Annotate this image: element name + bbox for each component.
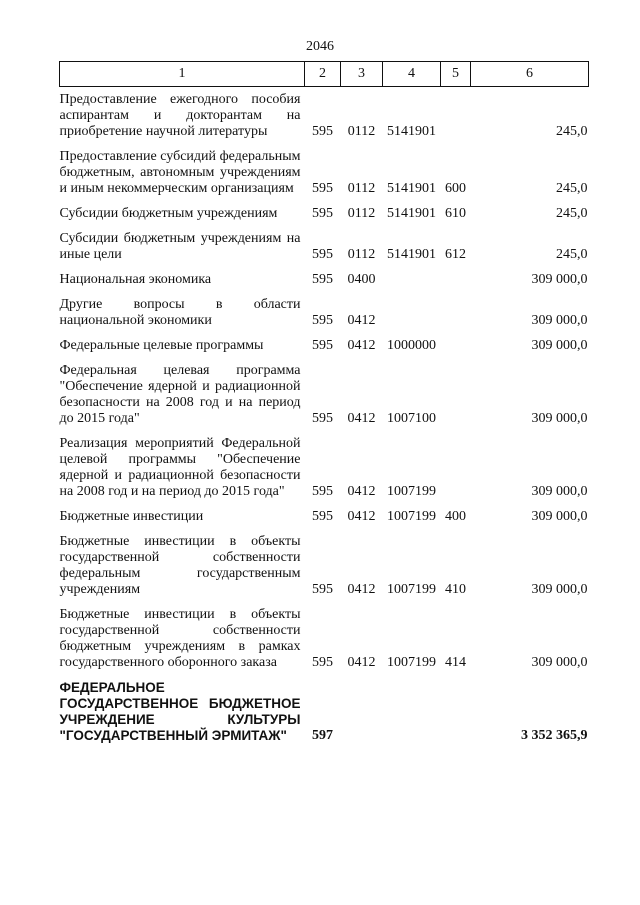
row-expense-type (441, 290, 471, 331)
row-section-code: 0412 (347, 411, 376, 426)
row-section-code: 0412 (347, 484, 376, 499)
row-expense-type: 610 (445, 206, 466, 221)
row-amount: 309 000,0 (531, 655, 588, 670)
row-name: Федеральная целевая программа "Обеспечение ядерной и радиационной безопасности на 2008 год и на период до 2015 года" (59, 363, 301, 426)
header-col-6: 6 (471, 62, 589, 87)
row-section-code: 0412 (347, 313, 376, 328)
row-amount: 309 000,0 (531, 313, 588, 328)
row-name: Бюджетные инвестиции в объекты государственной собственности федеральным государственным учреждениям (59, 534, 301, 597)
row-name: Федеральные целевые программы (59, 338, 264, 353)
header-col-3: 3 (341, 62, 383, 87)
row-section-code: 0112 (347, 124, 376, 139)
row-section-code: 0412 (347, 582, 376, 597)
row-section-code: 0112 (347, 247, 376, 262)
row-target-code: 1007100 (387, 411, 436, 426)
row-ministry-code: 597 (312, 728, 333, 743)
row-expense-type (441, 673, 471, 746)
row-section-code: 0400 (347, 272, 376, 287)
row-name: Другие вопросы в области национальной экономики (59, 297, 301, 328)
row-name: Субсидии бюджетным учреждениям (59, 206, 278, 221)
table-row (60, 224, 589, 265)
row-target-code: 5141901 (387, 247, 436, 262)
row-ministry-code: 595 (312, 272, 333, 287)
row-section-code (341, 673, 383, 746)
row-ministry-code: 595 (312, 338, 333, 353)
row-target-code: 1007199 (387, 484, 436, 499)
row-expense-type (441, 331, 471, 356)
table-row (60, 356, 589, 429)
row-ministry-code: 595 (312, 411, 333, 426)
row-amount: 309 000,0 (531, 509, 588, 524)
header-col-1: 1 (60, 62, 305, 87)
row-amount: 245,0 (556, 247, 588, 262)
row-amount: 3 352 365,9 (521, 728, 588, 743)
row-ministry-code: 595 (312, 582, 333, 597)
row-expense-type: 400 (445, 509, 466, 524)
row-expense-type: 600 (445, 181, 466, 196)
row-expense-type (441, 265, 471, 290)
row-expense-type: 612 (445, 247, 466, 262)
table-row (60, 87, 589, 143)
row-name: ФЕДЕРАЛЬНОЕ ГОСУДАРСТВЕННОЕ БЮДЖЕТНОЕ УЧРЕЖДЕНИЕ КУЛЬТУРЫ "ГОСУДАРСТВЕННЫЙ ЭРМИТАЖ" (59, 680, 301, 743)
row-amount: 309 000,0 (531, 411, 588, 426)
row-name: Бюджетные инвестиции (59, 509, 204, 524)
row-target-code: 1007199 (387, 582, 436, 597)
row-name: Бюджетные инвестиции в объекты государственной собственности бюджетным учреждениям в рамках государственного оборонного заказа (59, 607, 301, 670)
row-name: Субсидии бюджетным учреждениям на иные цели (59, 231, 301, 262)
row-ministry-code: 595 (312, 124, 333, 139)
row-ministry-code: 595 (312, 313, 333, 328)
row-section-code: 0112 (347, 181, 376, 196)
header-col-2: 2 (305, 62, 341, 87)
row-section-code: 0412 (347, 509, 376, 524)
row-name: Реализация мероприятий Федеральной целевой программы "Обеспечение ядерной и радиационной безопасности на 2008 год и на период до 2015 года" (59, 436, 301, 499)
table-row (60, 600, 589, 673)
row-ministry-code: 595 (312, 247, 333, 262)
header-row (60, 62, 589, 87)
row-amount: 245,0 (556, 181, 588, 196)
row-ministry-code: 595 (312, 655, 333, 670)
row-target-code: 1000000 (387, 338, 436, 353)
table-row (60, 290, 589, 331)
table-row (60, 265, 589, 290)
table-row (60, 429, 589, 502)
table-row (60, 673, 589, 746)
row-amount: 309 000,0 (531, 582, 588, 597)
header-col-5: 5 (441, 62, 471, 87)
row-expense-type (441, 429, 471, 502)
row-section-code: 0112 (347, 206, 376, 221)
row-expense-type (441, 356, 471, 429)
table-row (60, 199, 589, 224)
row-ministry-code: 595 (312, 206, 333, 221)
row-ministry-code: 595 (312, 484, 333, 499)
table-row (60, 527, 589, 600)
row-name: Национальная экономика (59, 272, 212, 287)
row-target-code: 1007199 (387, 509, 436, 524)
row-name: Предоставление субсидий федеральным бюджетным, автономным учреждениям и иным некоммерческим организациям (59, 149, 301, 196)
row-amount: 309 000,0 (531, 338, 588, 353)
row-ministry-code: 595 (312, 181, 333, 196)
row-name: Предоставление ежегодного пособия аспирантам и докторантам на приобретение научной литературы (59, 92, 301, 139)
row-amount: 309 000,0 (531, 484, 588, 499)
row-amount: 245,0 (556, 206, 588, 221)
page-number: 2046 (306, 39, 334, 54)
table-row (60, 142, 589, 199)
row-target-code: 1007199 (387, 655, 436, 670)
row-target-code: 5141901 (387, 181, 436, 196)
row-expense-type: 414 (445, 655, 466, 670)
row-target-code: 5141901 (387, 124, 436, 139)
row-target-code: 5141901 (387, 206, 436, 221)
row-target-code (383, 673, 441, 746)
table-row (60, 331, 589, 356)
row-section-code: 0412 (347, 338, 376, 353)
row-amount: 245,0 (556, 124, 588, 139)
header-col-4: 4 (383, 62, 441, 87)
budget-table (59, 61, 589, 746)
row-expense-type (441, 87, 471, 143)
row-target-code (383, 290, 441, 331)
row-target-code (383, 265, 441, 290)
row-amount: 309 000,0 (531, 272, 588, 287)
table-row (60, 502, 589, 527)
row-expense-type: 410 (445, 582, 466, 597)
row-ministry-code: 595 (312, 509, 333, 524)
row-section-code: 0412 (347, 655, 376, 670)
